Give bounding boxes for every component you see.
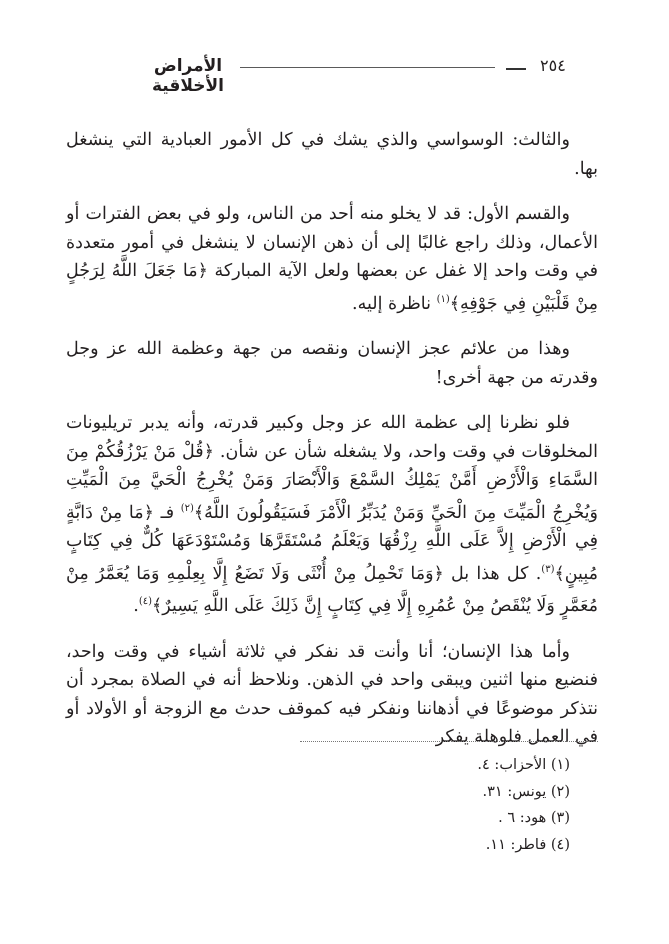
page-number: ٢٥٤ bbox=[540, 56, 566, 75]
footnote-ref-3: (٣) bbox=[541, 563, 555, 575]
footnotes bbox=[66, 752, 570, 858]
page-header bbox=[68, 52, 601, 96]
footnote-3: (٣) هود: ٦ . bbox=[498, 810, 570, 826]
quran-verse-3: ﴿مَا مِنْ دَابَّةٍ فِي الْأَرْضِ إِلاَّ عَلَى اللَّهِ رِزْقُهَا وَيَعْلَمُ مُسْتَقَرَّهَا وَمُسْتَوْدَعَهَا كُلٌّ فِي كِتَابٍ مُبِينٍ﴾ bbox=[66, 502, 598, 584]
paragraph-2-text: والقسم الأول: قد لا يخلو منه أحد من الناس، ولو في بعض الفترات أو الأعمال، وذلك راجع غالبًا إلى أن ذهن الإنسان لا ينشغل في أمور متعددة في وقت واحد إلا غفل عن بعضها ولعل الآية المباركة bbox=[66, 204, 598, 281]
quran-verse-1: ﴿مَا جَعَلَ اللَّهُ لِرَجُلٍ مِنْ قَلْبَيْنِ فِي جَوْفِهِ﴾ bbox=[66, 261, 598, 314]
paragraph-4-connector-2: . كل هذا بل bbox=[443, 563, 542, 584]
paragraph-4-connector-1: فـ bbox=[153, 502, 181, 523]
main-text bbox=[66, 126, 598, 769]
header-dash bbox=[506, 68, 526, 70]
paragraph-4 bbox=[66, 409, 598, 621]
header-rule bbox=[240, 67, 495, 68]
paragraph-2 bbox=[66, 200, 598, 318]
footnote-4: (٤) فاطر: ١١. bbox=[485, 836, 570, 853]
paragraph-4-text: فلو نظرنا إلى عظمة الله عز وجل وكبير قدرته، وأنه يدبر تريليونات المخلوقات في وقت واحد، ولا يشغله شأن عن شأن. bbox=[66, 413, 598, 462]
footnote-ref-1: (١) bbox=[436, 293, 450, 305]
quran-verse-2: ﴿قُلْ مَنْ يَرْزُقُكُمْ مِنَ السَّمَاءِ وَالْأَرْضِ أَمَّنْ يَمْلِكُ السَّمْعَ وَالْأَبْصَارَ وَمَنْ يُخْرِجُ الْحَيَّ مِنَ الْمَيِّتِ وَيُخْرِجُ الْمَيِّتَ مِنَ الْحَيِّ وَمَنْ يُدَبِّرُ الْأَمْرَ فَسَيَقُولُونَ اللَّهُ﴾ bbox=[66, 441, 598, 523]
paragraph-5: وأما هذا الإنسان؛ أنا وأنت قد نفكر في ثلاثة أشياء في وقت واحد، فنضيع منها اثنين ويبقى واحد في الذهن. ونلاحظ أنه في الصلاة بمجرد أن نتذكر موضوعًا في أذهاننا ونفكر فيه كموقف حدث مع الزوجة أو الأولاد أو في العمل فلوهلة يفكر bbox=[66, 641, 598, 747]
running-title: الأمراض الأخلاقية bbox=[151, 56, 225, 96]
paragraph-3: وهذا من علائم عجز الإنسان ونقصه من جهة وعظمة الله عز وجل وقدرته من جهة أخرى! bbox=[66, 339, 598, 388]
paragraph-2-tail: ناظرة إليه. bbox=[352, 293, 437, 314]
footnote-ref-4: (٤) bbox=[138, 596, 153, 607]
footnote-ref-2: (٢) bbox=[180, 502, 194, 514]
paragraph-1: والثالث: الوسواسي والذي يشك في كل الأمور العبادية التي ينشغل بها. bbox=[66, 130, 598, 179]
footnote-2: (٢) يونس: ٣١. bbox=[482, 783, 570, 800]
footnote-separator bbox=[300, 741, 598, 742]
paragraph-4-tail: . bbox=[133, 596, 139, 616]
quran-verse-4: ﴿وَمَا تَحْمِلُ مِنْ أُنْثَى وَلَا تَضَعُ إِلَّا بِعِلْمِهِ وَمَا يُعَمَّرُ مِنْ مُعَمَّرٍ وَلَا يُنْقَصُ مِنْ عُمُرِهِ إِلَّا فِي كِتَابٍ إِنَّ ذَلِكَ عَلَى اللَّهِ يَسِيرٌ﴾ bbox=[66, 563, 598, 616]
footnote-1: (١) الأحزاب: ٤. bbox=[477, 757, 570, 773]
